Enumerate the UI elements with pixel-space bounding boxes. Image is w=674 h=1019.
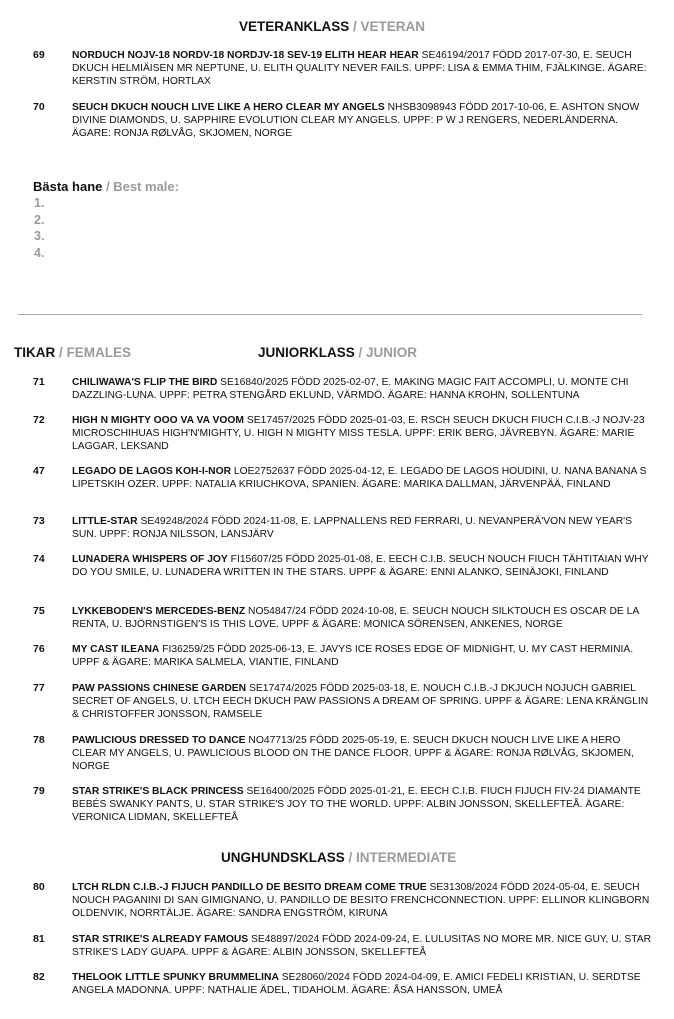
dog-name: PAWLICIOUS DRESSED TO DANCE [72,735,246,746]
dog-name: HIGH N MIGHTY OOO VA VA VOOM [72,415,245,426]
dog-details: SE48897/2024 FÖDD 2024-09-24, E. LULUSITAS NO MORE MR. NICE GUY, U. STAR STRIKE'S LADY GUAPA. UPPF & ÄGARE: ALBIN JONSSON, SKELLEFTEÅ [72,934,652,958]
dog-name: NORDUCH NOJV-18 NORDV-18 NORDJV-18 SEV-19 ELITH HEAR HEAR [72,50,419,61]
entry-text [72,49,654,88]
dog-name: LEGADO DE LAGOS KOH-I-NOR [72,466,232,477]
dog-details: SE49248/2024 FÖDD 2024-11-08, E. LAPPNALLENS RED FERRARI, U. NEVANPERÄ'VON NEW YEAR'S SUN. UPPF: RONJA NILSSON, LANSJÄRV [72,516,632,540]
dog-name: STAR STRIKE'S ALREADY FAMOUS [72,934,249,945]
dog-details: SE31308/2024 FÖDD 2024-05-04, E. SEUCH NOUCH PAGANINI DI SAN GIMIGNANO, U. PANDILLO DE BESITO FRENCHCONNECTION. UPPF: ELLINOR KLINGBORN OLDENVIK, NORRTÄLJE. ÄGARE: SANDRA ENGSTRÖM, KIRUNA [72,882,650,919]
entry-number: 72 [33,414,45,426]
entry-text [72,881,654,920]
entry-number: 78 [33,734,45,746]
dog-details: SE28060/2024 FÖDD 2024-04-09, E. AMICI FEDELI KRISTIAN, U. SERDTSE ANGELA MADONNA. UPPF: NATHALIE ÄDEL, TIDAHOLM. ÄGARE: ÅSA HANSSON, UMEÅ [72,972,641,996]
entry-number: 71 [33,376,45,388]
entry-text [72,734,654,773]
junior-class-heading: JUNIORKLASS / JUNIOR [258,345,418,360]
veteran-class-heading: VETERANKLASS / VETERAN [239,19,426,34]
entry-number: 69 [33,49,45,61]
entry-text [72,465,654,491]
entry-number: 75 [33,605,45,617]
entry-number: 70 [33,101,45,113]
dog-details: SE16840/2025 FÖDD 2025-02-07, E. MAKING MAGIC FAIT ACCOMPLI, U. MONTE CHI DAZZLING-LUNA. UPPF: PETRA STENGÅRD EKLUND, VÄRMDÖ. ÄGARE: HANNA KROHN, SOLLENTUNA [72,377,629,401]
dog-name: CHILIWAWA'S FLIP THE BIRD [72,377,218,388]
dog-details: NO54847/24 FÖDD 2024-10-08, E. SEUCH NOUCH SILKTOUCH ES OSCAR DE LA RENTA, U. BJÖRNSTIGEN'S IS THIS LOVE. UPPF & ÄGARE: MONICA SÖRENSEN, ANKENES, NORGE [72,606,639,630]
veteran-title-en: VETERAN [360,19,426,34]
entry-text [72,553,654,579]
entry-text [72,971,654,997]
dog-details: SE46194/2017 FÖDD 2017-07-30, E. SEUCH DKUCH HELMIÄISEN MR NEPTUNE, U. ELITH QUALITY NEVER FAILS. UPPF: LISA & EMMA THIM, FJÄLKINGE. ÄGARE: KERSTIN STRÖM, HORTLAX [72,50,647,87]
best-male-place-1: 1. [34,196,45,210]
best-male-heading: Bästa hane / Best male: [33,179,179,194]
dog-name: LUNADERA WHISPERS OF JOY [72,554,228,565]
entry-number: 74 [33,553,45,565]
females-section-heading: TIKAR / FEMALES [14,345,132,360]
dog-name: MY CAST ILEANA [72,644,160,655]
entry-number: 47 [33,465,45,477]
entry-number: 81 [33,933,45,945]
entry-text [72,414,654,453]
dog-name: PAW PASSIONS CHINESE GARDEN [72,683,247,694]
dog-name: THELOOK LITTLE SPUNKY BRUMMELINA [72,972,279,983]
best-male-place-3: 3. [34,229,45,243]
entry-text [72,933,654,959]
entry-text [72,101,654,140]
intermediate-class-heading: UNGHUNDSKLASS / INTERMEDIATE [221,850,457,865]
entry-number: 80 [33,881,45,893]
entry-text [72,643,654,669]
entry-number: 73 [33,515,45,527]
entry-number: 77 [33,682,45,694]
dog-name: LYKKEBODEN'S MERCEDES-BENZ [72,606,246,617]
dog-details: FI36259/25 FÖDD 2025-06-13, E. JAVYS ICE ROSES EDGE OF MIDNIGHT, U. MY CAST HERMINIA. UPPF & ÄGARE: MARIKA SALMELA, VIANTIE, FINLAND [72,644,634,668]
section-divider [18,314,642,315]
dog-details: FI15607/25 FÖDD 2025-01-08, E. EECH C.I.B. SEUCH NOUCH FIUCH TÄHTITAIAN WHY DO YOU SMILE, U. LUNADERA WRITTEN IN THE STARS. UPPF & ÄGARE: ENNI ALANKO, SEINÄJOKI, FINLAND [72,554,649,578]
entry-text [72,785,654,824]
dog-details: SE16400/2025 FÖDD 2025-01-21, E. EECH C.I.B. FIUCH FIJUCH FIV-24 DIAMANTE BEBÉS SWANKY PANTS, U. STAR STRIKE'S JOY TO THE WORLD. UPPF: ALBIN JONSSON, SKELLEFTEÅ. ÄGARE: VERONICA LIDMAN, SKELLEFTEÅ [72,786,641,823]
dog-name: LITTLE-STAR [72,516,138,527]
dog-details: NHSB3098943 FÖDD 2017-10-06, E. ASHTON SNOW DIVINE DIAMONDS, U. SAPPHIRE EVOLUTION CLEAR MY ANGELS. UPPF: P W J RENGERS, NEDERLÄNDERNA. ÄGARE: RONJA RØLVÅG, SKJOMEN, NORGE [72,102,640,139]
entry-text [72,682,654,721]
entry-number: 76 [33,643,45,655]
dog-name: SEUCH DKUCH NOUCH LIVE LIKE A HERO CLEAR MY ANGELS [72,102,385,113]
entry-text [72,605,654,631]
dog-details: LOE2752637 FÖDD 2025-04-12, E. LEGADO DE LAGOS HOUDINI, U. NANA BANANA S LIPETSKIH OZER. UPPF: NATALIA KRIUCHKOVA, SPANIEN. ÄGARE: MARIKA DALLMAN, JÄRVENPÄÄ, FINLAND [72,466,647,490]
dog-details: SE17474/2025 FÖDD 2025-03-18, E. NOUCH C.I.B.-J DKJUCH NOJUCH GABRIEL SECRET OF ANGELS, U. LTCH EECH DKUCH PAW PASSIONS A DREAM OF SPRING. UPPF & ÄGARE: LENA KRÄNGLIN & CHRISTOFFER JONSSON, RAMSELE [72,683,649,720]
dog-name: STAR STRIKE'S BLACK PRINCESS [72,786,244,797]
best-male-place-2: 2. [34,213,45,227]
entry-text [72,376,654,402]
veteran-title-sv: VETERANKLASS [239,19,350,34]
dog-details: SE17457/2025 FÖDD 2025-01-03, E. RSCH SEUCH DKUCH FIUCH C.I.B.-J NOJV-23 MICROSCHIHUAS HIGH'N'MIGHTY, U. HIGH N MIGHTY MISS TESLA. UPPF: ERIK BERG, JÄVREBYN. ÄGARE: MARIE LAGGAR, LEKSAND [72,415,645,452]
entry-number: 82 [33,971,45,983]
entry-number: 79 [33,785,45,797]
best-male-place-4: 4. [34,246,45,260]
dog-name: LTCH RLDN C.I.B.-J FIJUCH PANDILLO DE BESITO DREAM COME TRUE [72,882,427,893]
dog-details: NO47713/25 FÖDD 2025-05-19, E. SEUCH DKUCH NOUCH LIVE LIKE A HERO CLEAR MY ANGELS, U. PAWLICIOUS BLOOD ON THE DANCE FLOOR. UPPF & ÄGARE: RONJA RØLVÅG, SKJOMEN, NORGE [72,735,634,772]
entry-text [72,515,654,541]
